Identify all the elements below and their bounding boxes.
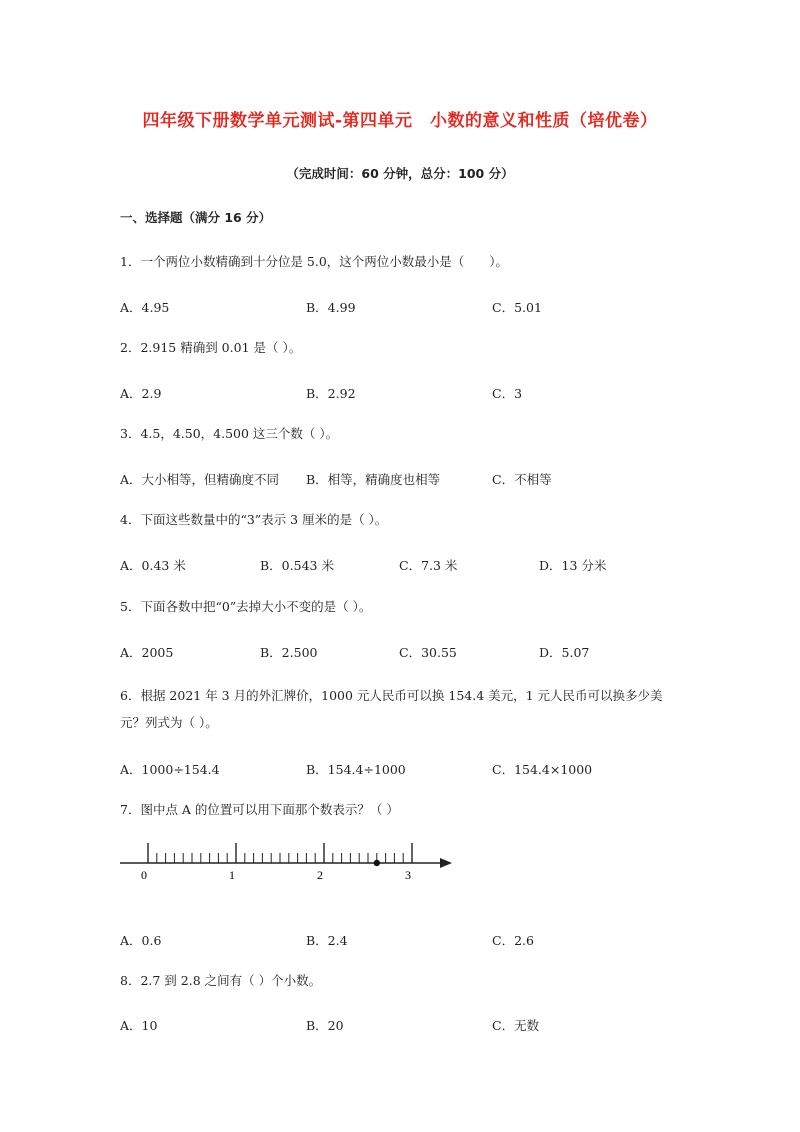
q4-option-a[interactable]: A．0.43 米 — [120, 558, 186, 573]
q2-option-a[interactable]: A．2.9 — [120, 386, 162, 401]
q4-option-c[interactable]: C．7.3 米 — [399, 558, 458, 573]
q4-option-d[interactable]: D．13 分米 — [539, 558, 607, 573]
q8-option-b[interactable]: B．20 — [306, 1018, 344, 1033]
q2-option-b[interactable]: B．2.92 — [306, 386, 356, 401]
number-line-label-0: 0 — [141, 868, 147, 882]
question-3: 3．4.5，4.50，4.500 这三个数（ ）。 — [120, 426, 339, 441]
q1-option-a[interactable]: A．4.95 — [120, 300, 170, 315]
number-line-ticks — [148, 843, 412, 863]
question-5: 5．下面各数中把“0”去掉大小不变的是（ ）。 — [120, 599, 372, 614]
number-line-figure — [118, 836, 458, 886]
q7-option-a[interactable]: A．0.6 — [120, 933, 162, 948]
q6-option-c[interactable]: C．154.4×1000 — [492, 762, 593, 777]
q3-option-c[interactable]: C．不相等 — [492, 472, 552, 487]
q3-option-b[interactable]: B．相等，精确度也相等 — [306, 472, 441, 487]
q6-option-b[interactable]: B．154.4÷1000 — [306, 762, 406, 777]
number-line-arrow — [440, 858, 452, 868]
q8-option-c[interactable]: C．无数 — [492, 1018, 540, 1033]
q3-option-a[interactable]: A．大小相等，但精确度不同 — [120, 472, 280, 487]
question-6: 6．根据 2021 年 3 月的外汇牌价，1000 元人民币可以换 154.4 美元，1 元人民币可以换多少美元？列式为（ ）。 — [120, 688, 663, 730]
q5-option-b[interactable]: B．2.500 — [260, 645, 318, 660]
number-line-label-1: 1 — [229, 868, 235, 882]
page-subtitle: （完成时间：60 分钟，总分：100 分） — [286, 166, 514, 181]
number-line-label-2: 2 — [317, 868, 323, 882]
q8-option-a[interactable]: A．10 — [120, 1018, 158, 1033]
page-title: 四年级下册数学单元测试-第四单元 小数的意义和性质（培优卷） — [142, 111, 658, 131]
number-line-point-a — [374, 860, 380, 866]
q5-option-c[interactable]: C．30.55 — [399, 645, 457, 660]
q4-option-b[interactable]: B．0.543 米 — [260, 558, 334, 573]
q7-option-b[interactable]: B．2.4 — [306, 933, 348, 948]
q2-option-c[interactable]: C．3 — [492, 386, 523, 401]
q1-option-b[interactable]: B．4.99 — [306, 300, 356, 315]
question-7: 7．图中点 A 的位置可以用下面那个数表示？（ ） — [120, 802, 399, 817]
q5-option-a[interactable]: A．2005 — [120, 645, 174, 660]
q6-option-a[interactable]: A．1000÷154.4 — [120, 762, 220, 777]
question-1: 1．一个两位小数精确到十分位是 5.0，这个两位小数最小是（ ）。 — [120, 254, 509, 269]
q7-option-c[interactable]: C．2.6 — [492, 933, 534, 948]
q1-option-c[interactable]: C．5.01 — [492, 300, 542, 315]
question-8: 8．2.7 到 2.8 之间有（ ）个小数。 — [120, 973, 322, 988]
question-4: 4．下面这些数量中的“3”表示 3 厘米的是（ ）。 — [120, 512, 388, 527]
question-2: 2．2.915 精确到 0.01 是（ ）。 — [120, 340, 302, 355]
q5-option-d[interactable]: D．5.07 — [539, 645, 590, 660]
number-line-label-3: 3 — [405, 868, 411, 882]
section-heading: 一、选择题（满分 16 分） — [120, 210, 272, 225]
